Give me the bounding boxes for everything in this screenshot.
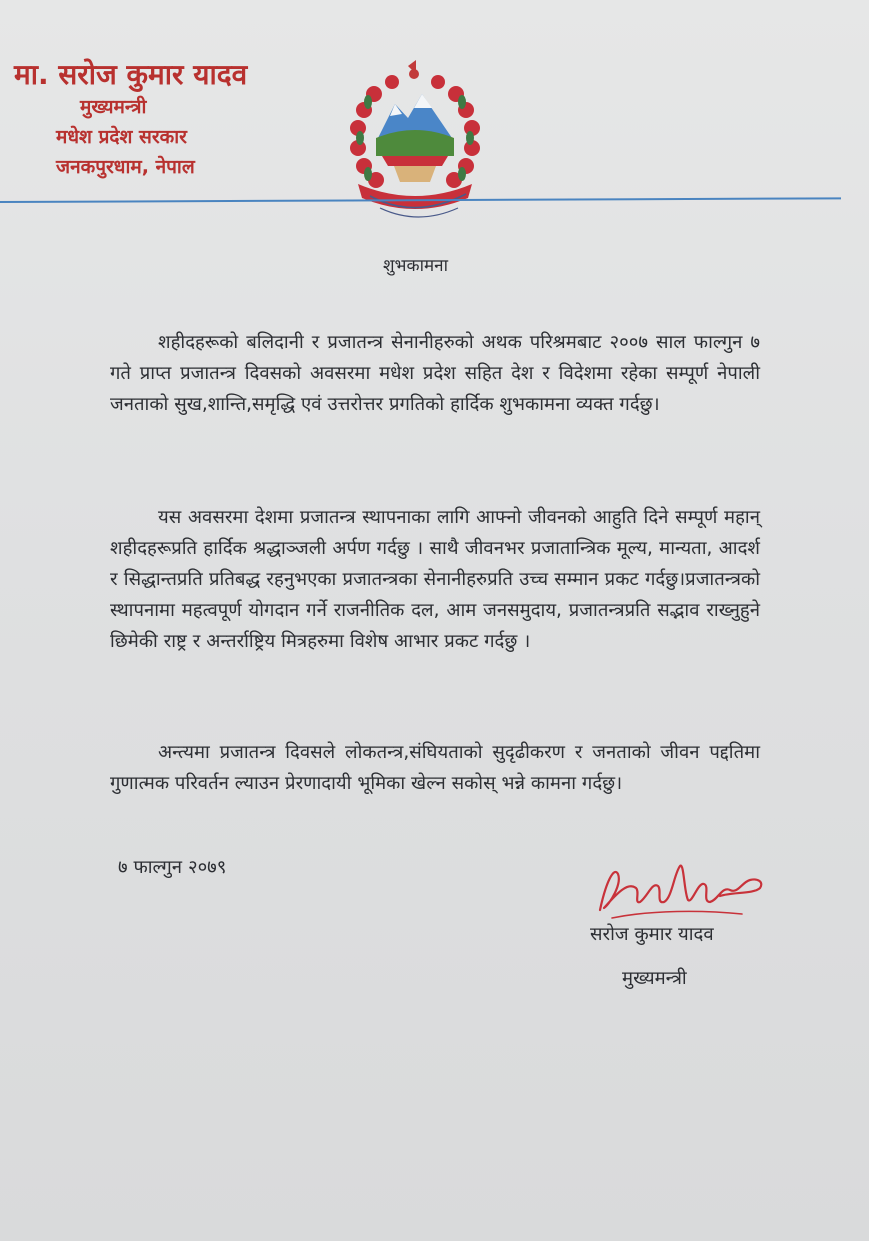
signatory-name: सरोज कुमार यादव	[590, 924, 714, 945]
handwritten-signature-icon	[592, 852, 772, 930]
signatory-title: मुख्यमन्त्री	[622, 968, 687, 989]
paragraph-2: यस अवसरमा देशमा प्रजातन्त्र स्थापनाका लागि आफ्नो जीवनको आहुति दिने सम्पूर्ण महान् शहीदहरूप्रति हार्दिक श्रद्धाञ्जली अर्पण गर्दछु । साथै जीवनभर प्रजातान्त्रिक मूल्य, मान्यता, आदर्श र सिद्धान्तप्रति प्रतिबद्ध रहनुभएका प्रजातन्त्रका सेनानीहरुप्रति उच्च सम्मान प्रकट गर्दछु।प्रजातन्त्रको स्थापनामा महत्वपूर्ण योगदान गर्ने राजनीतिक दल, आम जनसमुदाय, प्रजातन्त्रप्रति सद्भाव राख्नुहुने छिमेकी राष्ट्र र अन्तर्राष्ट्रिय मित्रहरुमा विशेष आभार प्रकट गर्दछु ।	[110, 507, 760, 652]
paragraph-1: शहीदहरूको बलिदानी र प्रजातन्त्र सेनानीहरुको अथक परिश्रमबाट २००७ साल फाल्गुन ७ गते प्राप्त प्रजातन्त्र दिवसको अवसरमा मधेश प्रदेश सहित देश र विदेशमा रहेका सम्पूर्ण नेपाली जनताको सुख,शान्ति,समृद्धि एवं उत्तरोत्तर प्रगतिको हार्दिक शुभकामना व्यक्त गर्दछु।	[110, 332, 760, 415]
letterhead-place: जनकपुरधाम, नेपाल	[56, 156, 195, 178]
letterhead-government: मधेश प्रदेश सरकार	[56, 126, 187, 148]
letter-heading: शुभकामना	[383, 256, 448, 276]
letterhead-title: मुख्यमन्त्री	[80, 96, 147, 118]
letterhead-name: मा. सरोज कुमार यादव	[14, 58, 248, 91]
paragraph-3: अन्त्यमा प्रजातन्त्र दिवसले लोकतन्त्र,संघियताको सुदृढीकरण र जनताको जीवन पद्दतिमा गुणात्मक परिवर्तन ल्याउन प्रेरणादायी भूमिका खेल्न सकोस् भन्ने कामना गर्दछु।	[110, 742, 760, 794]
letterhead	[14, 58, 247, 182]
letter-date: ७ फाल्गुन २०७९	[118, 857, 227, 878]
